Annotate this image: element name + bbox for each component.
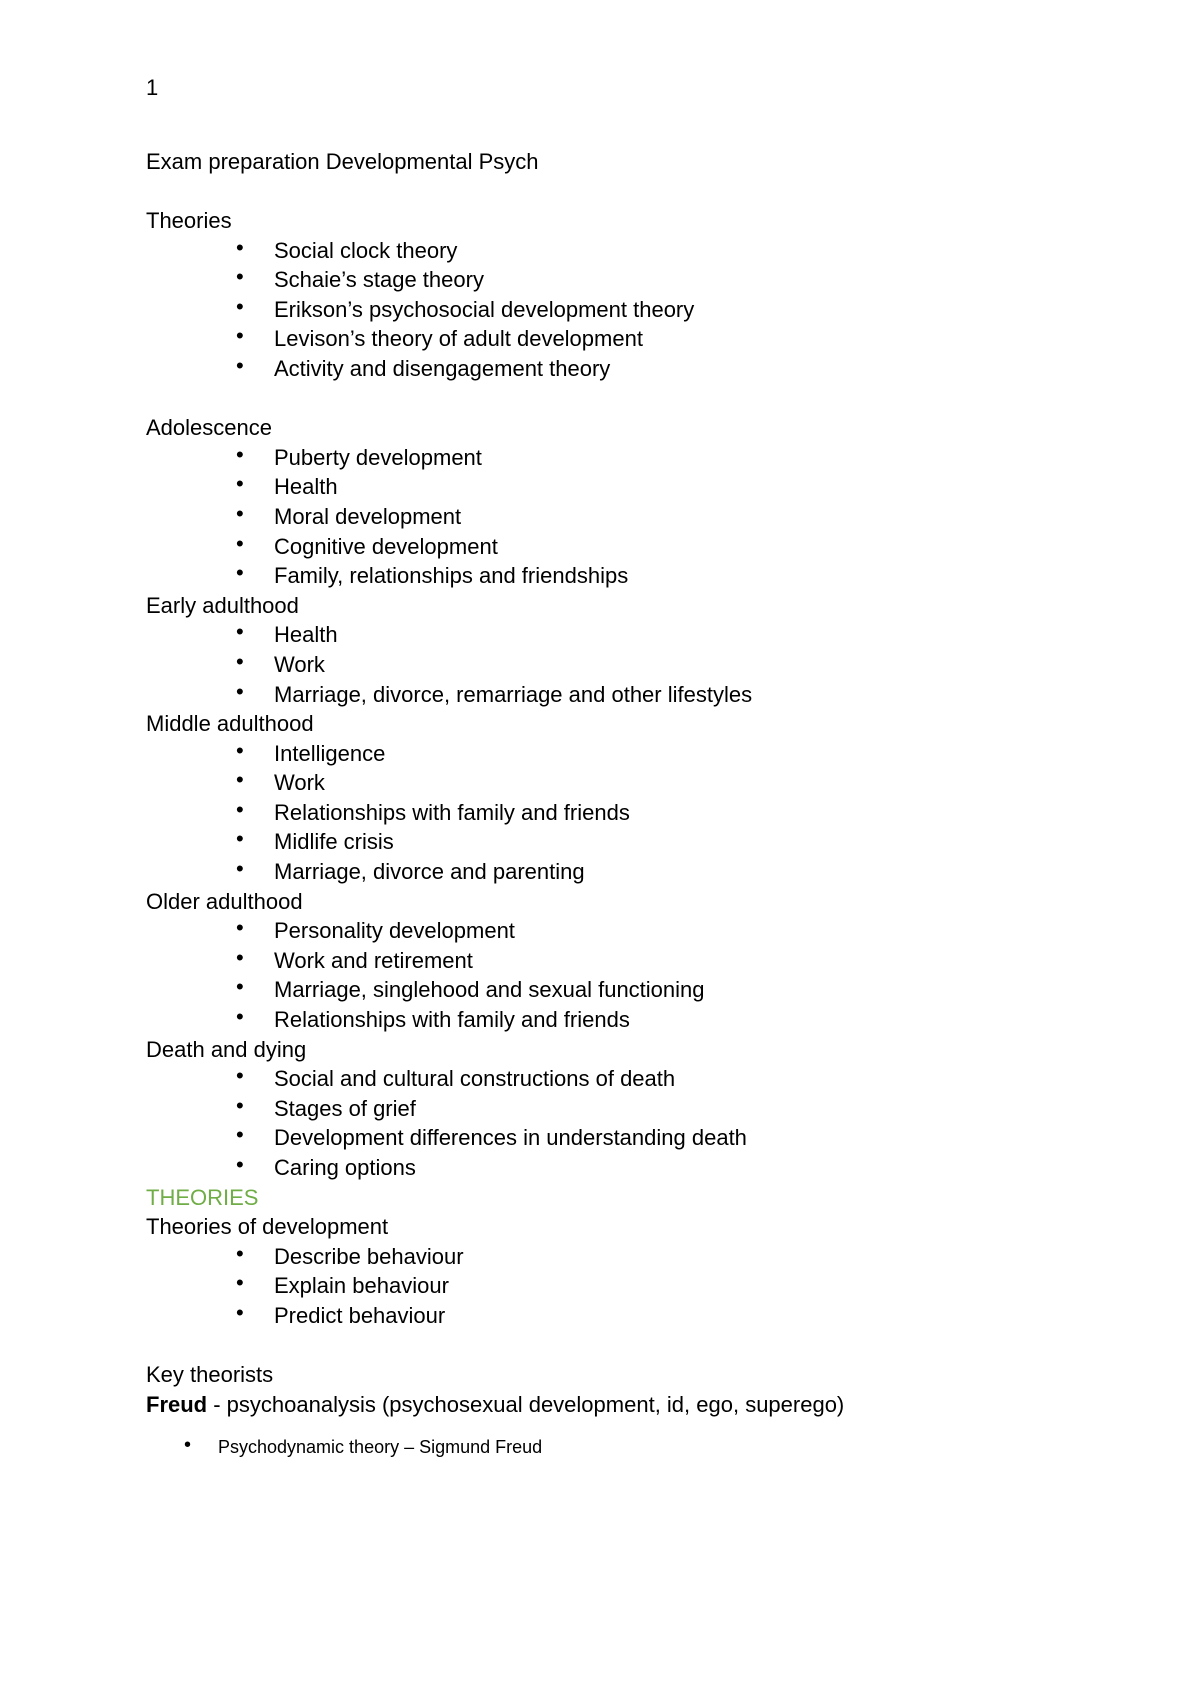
document-body — [146, 206, 1146, 1461]
section-heading-theories: Theories — [146, 208, 232, 233]
list-item: • Work — [146, 768, 1146, 798]
list-item: • Social clock theory — [146, 236, 1146, 266]
adolescence-list — [146, 443, 1146, 591]
list-item: • Development differences in understanding death — [146, 1123, 1146, 1153]
list-item: • Schaie’s stage theory — [146, 265, 1146, 295]
list-item: • Marriage, divorce and parenting — [146, 857, 1146, 887]
list-item: • Cognitive development — [146, 532, 1146, 562]
middle-adulthood-list — [146, 739, 1146, 887]
spacer — [146, 384, 1146, 414]
list-item: • Family, relationships and friendships — [146, 561, 1146, 591]
theories-green-heading: THEORIES — [146, 1184, 259, 1210]
section-heading-key-theorists: Key theorists — [146, 1362, 274, 1388]
list-item: • Levison’s theory of adult development — [146, 324, 1146, 354]
list-item: • Explain behaviour — [146, 1271, 1146, 1301]
list-item: • Midlife crisis — [146, 827, 1146, 857]
list-item: • Health — [146, 620, 1146, 650]
older-adulthood-list — [146, 916, 1146, 1034]
theories-of-development-list — [146, 1242, 1146, 1331]
list-item: • Psychodynamic theory – Sigmund Freud — [146, 1433, 1146, 1461]
list-item: • Work and retirement — [146, 946, 1146, 976]
list-item: • Relationships with family and friends — [146, 798, 1146, 828]
list-item: • Caring options — [146, 1153, 1146, 1183]
theories-list — [146, 236, 1146, 384]
list-item: • Marriage, divorce, remarriage and other lifestyles — [146, 680, 1146, 710]
section-heading-theories-of-development: Theories of development — [146, 1214, 389, 1240]
death-and-dying-list — [146, 1064, 1146, 1182]
section-heading-early-adulthood: Early adulthood — [146, 592, 299, 618]
list-item: • Marriage, singlehood and sexual functioning — [146, 975, 1146, 1005]
section-heading-adolescence: Adolescence — [146, 415, 272, 441]
list-item: • Work — [146, 650, 1146, 680]
list-item: • Relationships with family and friends — [146, 1005, 1146, 1035]
document-title: Exam preparation Developmental Psych — [146, 149, 539, 174]
freud-description: - psychoanalysis (psychosexual development, id, ego, superego) — [207, 1391, 845, 1417]
freud-line — [146, 1390, 1146, 1420]
list-item: • Puberty development — [146, 443, 1146, 473]
list-item: • Predict behaviour — [146, 1301, 1146, 1331]
list-item: • Social and cultural constructions of death — [146, 1064, 1146, 1094]
list-item: • Activity and disengagement theory — [146, 354, 1146, 384]
list-item: • Stages of grief — [146, 1094, 1146, 1124]
list-item: • Describe behaviour — [146, 1242, 1146, 1272]
section-heading-death-and-dying: Death and dying — [146, 1036, 307, 1062]
freud-name: Freud — [146, 1391, 208, 1417]
list-item: • Personality development — [146, 916, 1146, 946]
list-item: • Health — [146, 472, 1146, 502]
page-number: 1 — [146, 75, 159, 100]
section-heading-middle-adulthood: Middle adulthood — [146, 711, 314, 737]
list-item: • Intelligence — [146, 739, 1146, 769]
early-adulthood-list — [146, 620, 1146, 709]
list-item: • Moral development — [146, 502, 1146, 532]
key-theorists-sub-list — [146, 1433, 1146, 1461]
list-item: • Erikson’s psychosocial development theory — [146, 295, 1146, 325]
section-heading-older-adulthood: Older adulthood — [146, 888, 303, 914]
spacer — [146, 1331, 1146, 1361]
